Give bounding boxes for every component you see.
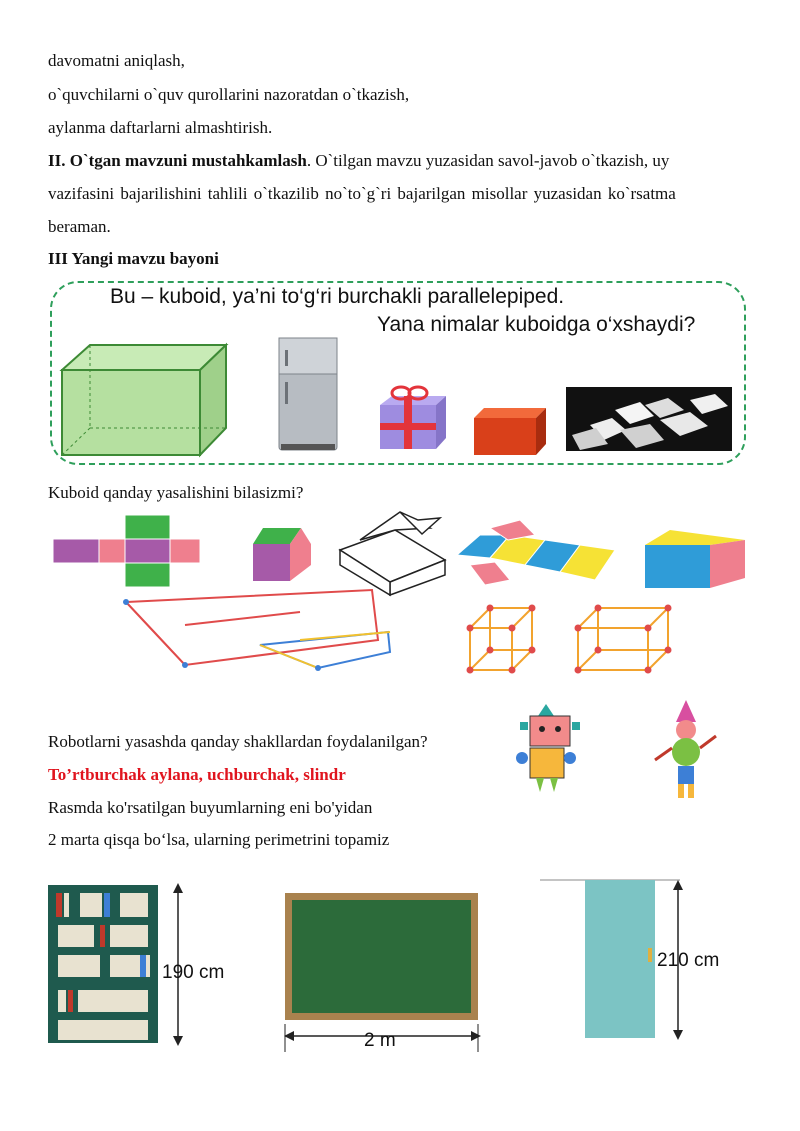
- section2-text-3: beraman.: [48, 217, 111, 236]
- bookshelf-height-label: 190 cm: [162, 962, 225, 983]
- cuboid-box-question: Yana nimalar kuboidga o‘xshaydi?: [377, 313, 696, 336]
- robots-answer: To’rtburchak aylana, uchburchak, slindr: [48, 765, 346, 784]
- section3-heading: III Yangi mavzu bayoni: [48, 249, 219, 268]
- cuboid-box-title: Bu – kuboid, ya’ni to‘g‘ri burchakli parallelepiped.: [110, 285, 565, 308]
- section2-heading: II. O`tgan mavzuni mustahkamlash: [48, 151, 307, 170]
- intro-line-3: aylanma daftarlarni almashtirish.: [48, 118, 273, 137]
- intro-line-1: davomatni aniqlash,: [48, 51, 185, 70]
- intro-line-2: o`quvchilarni o`quv qurollarini nazoratdan o`tkazish,: [48, 85, 410, 104]
- build-question: Kuboid qanday yasalishini bilasizmi?: [48, 483, 304, 502]
- board-width-label: 2 m: [364, 1030, 396, 1051]
- blackboard-image: [284, 893, 481, 1052]
- task-line-1: Rasmda ko'rsatilgan buyumlarning eni bo'yidan: [48, 798, 373, 817]
- robots-question: Robotlarni yasashda qanday shakllardan foydalanilgan?: [48, 732, 428, 751]
- door-height-label: 210 cm: [657, 950, 720, 971]
- section2-text-1: . O`tilgan mavzu yuzasidan savol-javob o`tkazish, uy: [306, 151, 670, 170]
- task-line-2: 2 marta qisqa bo‘lsa, ularning perimetrini topamiz: [48, 830, 390, 849]
- section2-text-2: vazifasini bajarilishini tahlili o`tkazilib no`to`g`ri bajarilgan misollar yuzasidan ko`rsatma: [48, 184, 676, 203]
